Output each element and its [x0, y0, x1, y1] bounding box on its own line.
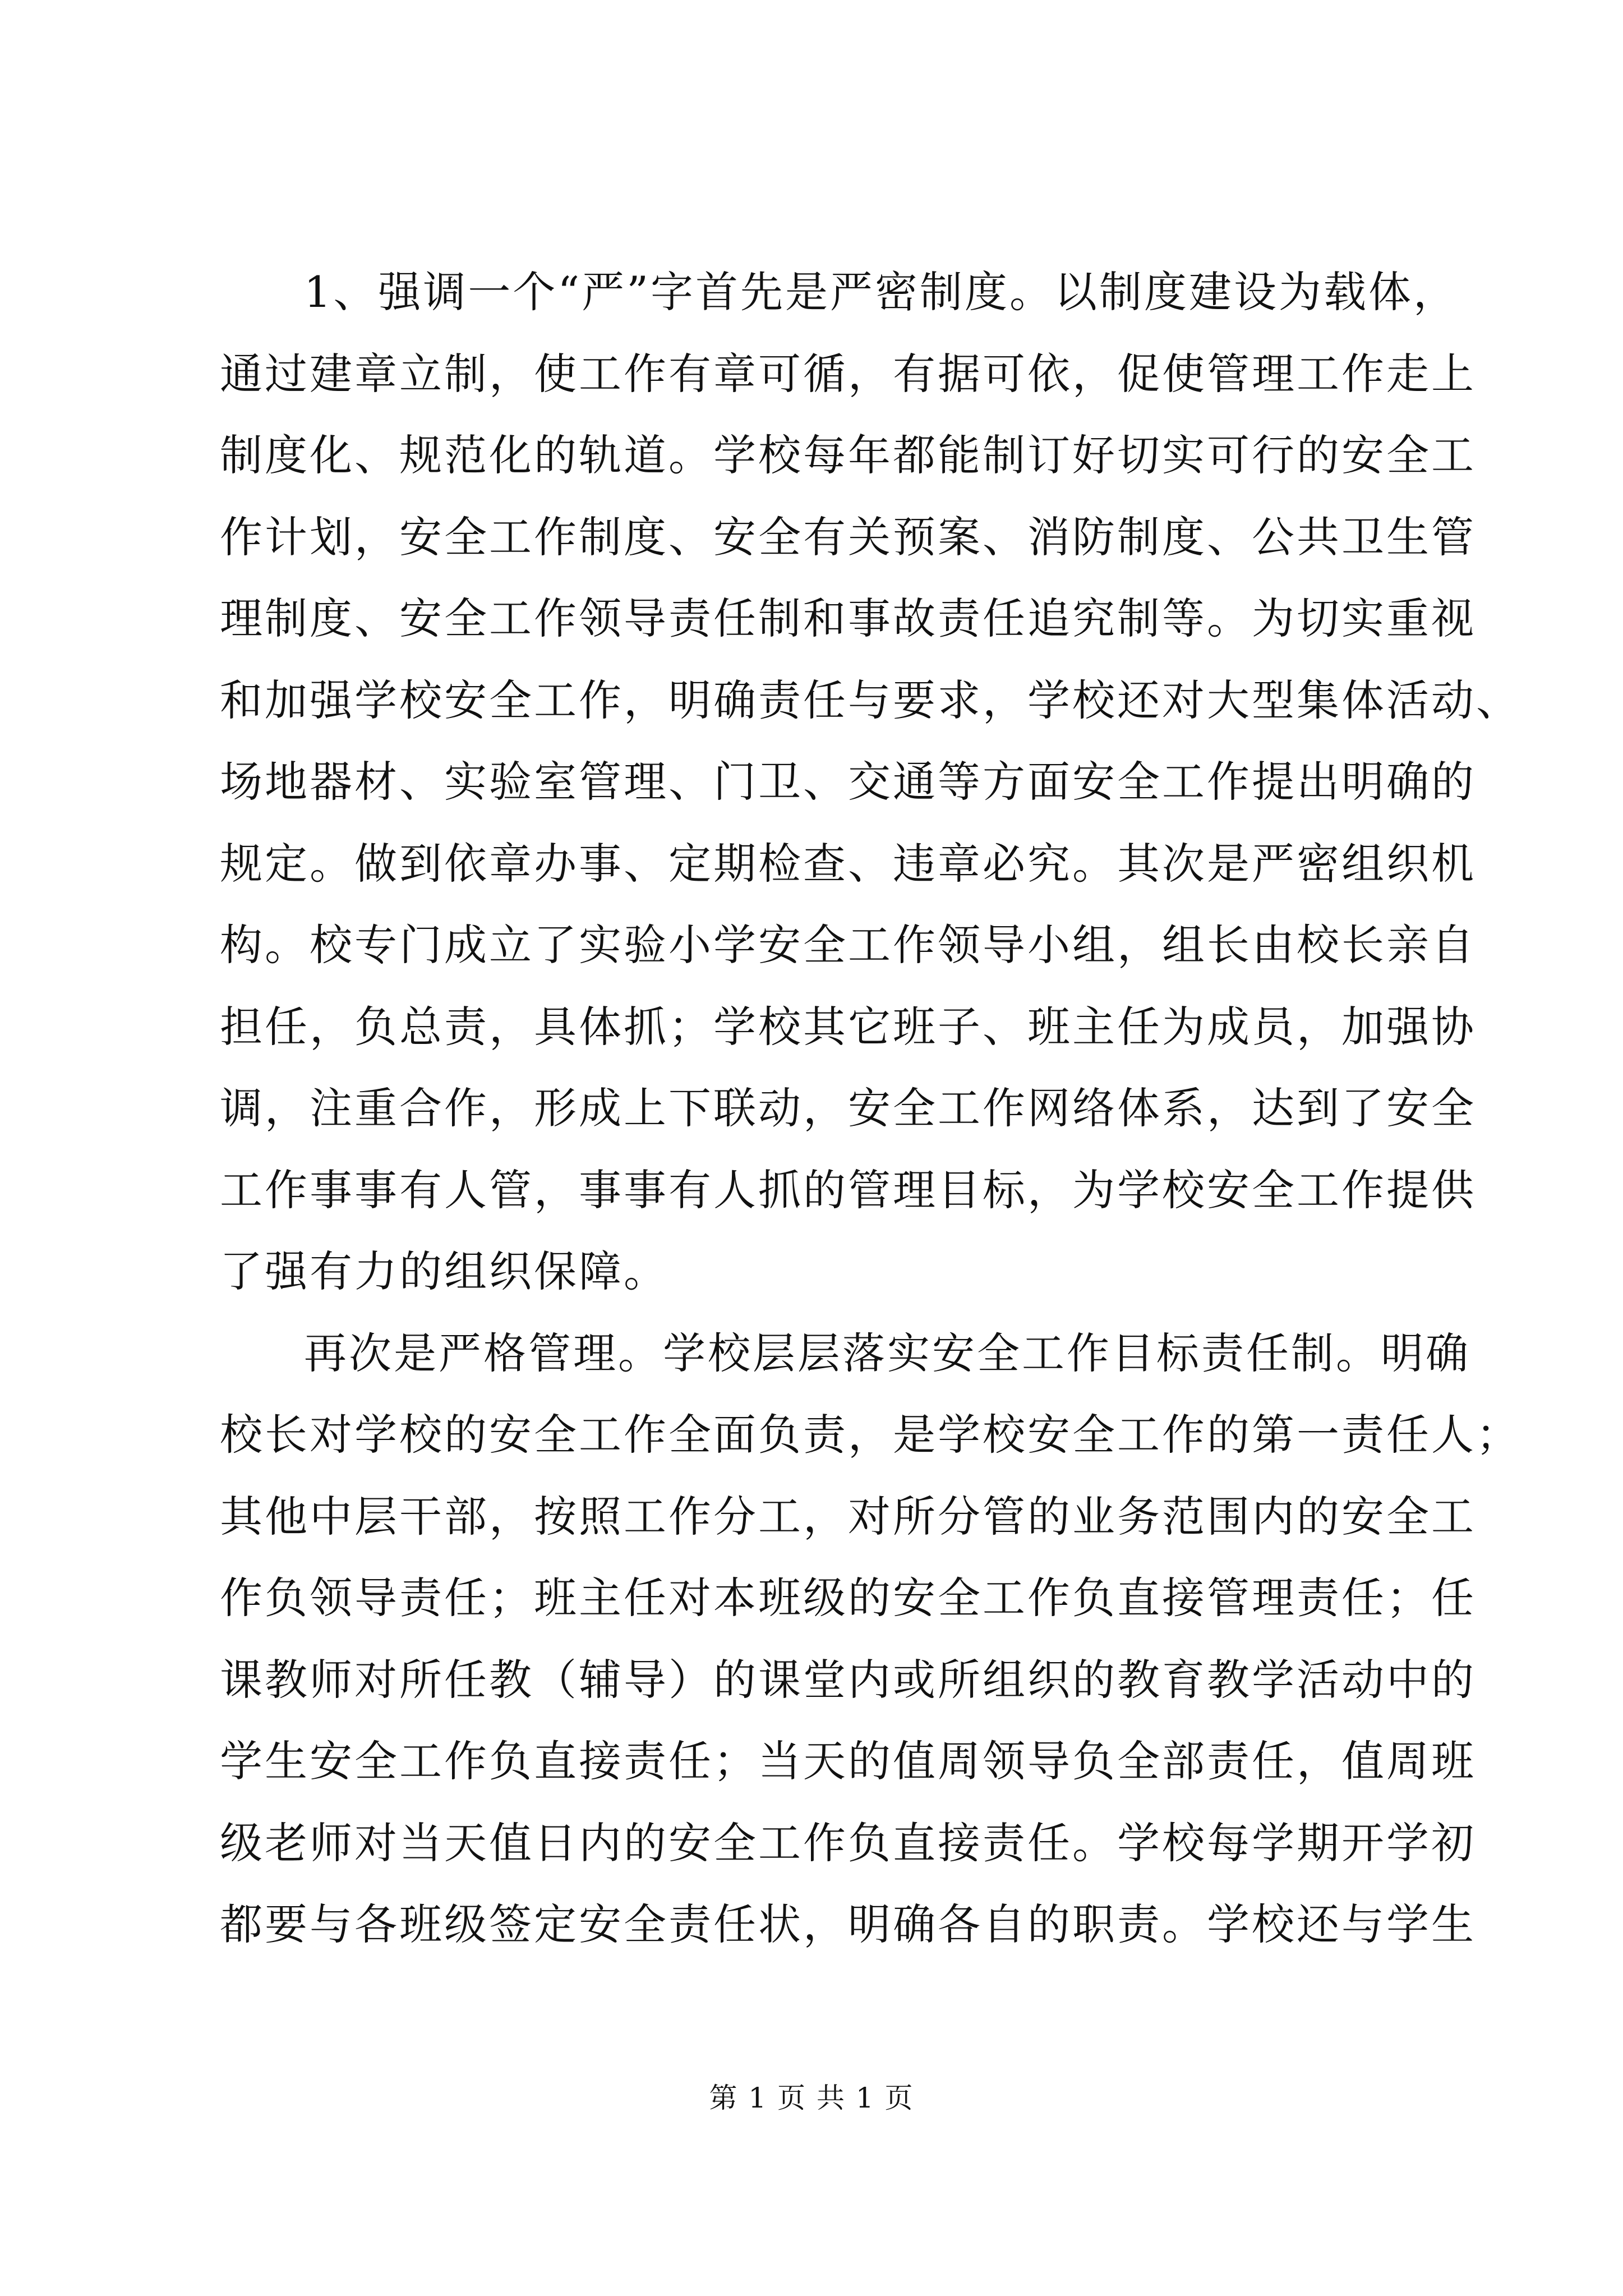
- text-line: 级老师对当天值日内的安全工作负直接责任。学校每学期开学初: [220, 1818, 1476, 1868]
- text-line: 学生安全工作负直接责任；当天的值周领导负全部责任，值周班: [220, 1736, 1476, 1786]
- text-line: 作负领导责任；班主任对本班级的安全工作负直接管理责任；任: [220, 1573, 1476, 1623]
- paragraph-2: [220, 1313, 1521, 1966]
- text-line: 规定。做到依章办事、定期检查、违章必究。其次是严密组织机: [220, 838, 1476, 889]
- page-number-footer: 第 1 页 共 1 页: [709, 2082, 914, 2114]
- text-line: 其他中层干部，按照工作分工，对所分管的业务范围内的安全工: [220, 1491, 1476, 1542]
- text-line: 构。校专门成立了实验小学安全工作领导小组，组长由校长亲自: [220, 920, 1476, 970]
- text-line: 了强有力的组织保障。: [220, 1246, 668, 1296]
- text-line: 工作事事有人管，事事有人抓的管理目标，为学校安全工作提供: [220, 1165, 1476, 1215]
- text-line: 和加强学校安全工作，明确责任与要求，学校还对大型集体活动、: [220, 675, 1521, 725]
- text-line: 担任，负总责，具体抓；学校其它班子、班主任为成员，加强协: [220, 1001, 1476, 1052]
- text-line: 都要与各班级签定安全责任状，明确各自的职责。学校还与学生: [220, 1899, 1476, 1949]
- text-line: 理制度、安全工作领导责任制和事故责任追究制等。为切实重视: [220, 593, 1476, 643]
- text-line: 调，注重合作，形成上下联动，安全工作网络体系，达到了安全: [220, 1083, 1476, 1133]
- document-body: [220, 251, 1521, 1966]
- text-line: 再次是严格管理。学校层层落实安全工作目标责任制。明确: [304, 1328, 1470, 1378]
- text-line: 课教师对所任教（辅导）的课堂内或所组织的教育教学活动中的: [220, 1654, 1476, 1705]
- text-line: 场地器材、实验室管理、门卫、交通等方面安全工作提出明确的: [220, 757, 1476, 807]
- text-line: 制度化、规范化的轨道。学校每年都能制订好切实可行的安全工: [220, 430, 1476, 480]
- paragraph-1: [220, 251, 1521, 1313]
- text-line: 作计划，安全工作制度、安全有关预案、消防制度、公共卫生管: [220, 512, 1476, 562]
- text-line: 通过建章立制，使工作有章可循，有据可依，促使管理工作走上: [220, 348, 1476, 399]
- text-line: 校长对学校的安全工作全面负责，是学校安全工作的第一责任人；: [220, 1410, 1521, 1460]
- text-line: 1、强调一个“严”字首先是严密制度。以制度建设为载体，: [304, 267, 1459, 317]
